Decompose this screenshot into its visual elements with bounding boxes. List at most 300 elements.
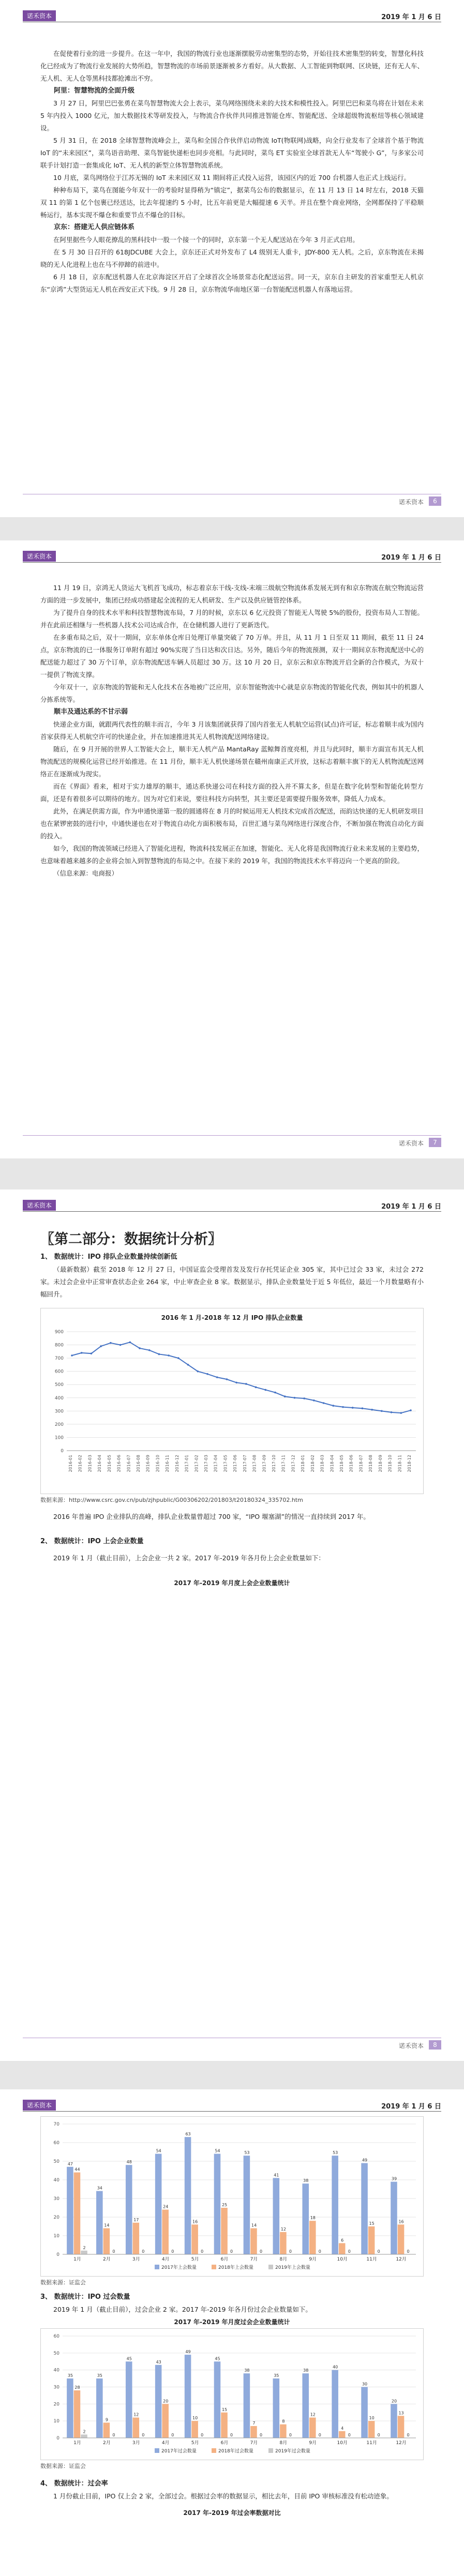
x-tick-label: 10月 (337, 2257, 348, 2262)
section-heading: 顺丰及通达系的不甘示弱 (54, 708, 128, 716)
data-label: 0 (259, 2249, 263, 2254)
data-point (71, 1354, 73, 1357)
data-label: 49 (362, 2158, 368, 2163)
bar (391, 2404, 397, 2438)
bar (126, 2165, 132, 2254)
paragraph: 如今，我国的物流领域已经进入了智能化进程，物流科技发展正在加速，智能化、无人化将是我国物流行业未来发展的主要趋势，也意味着越来越多的企业将会加入到智慧物流的布局之中。在接下来的 2019 年，我国的物流技术水平将迈向一个更高的阶段。 (40, 845, 424, 865)
paragraph: 5 月 31 日，在 2018 全球智慧物流峰会上，菜鸟和全国合作伙伴启动物流 IoT(物联网)战略，向全行业发布了全球首个基于物流 IoT 的“未来园区”，菜鸟语音助理、菜鸟智能快递柜也同步亮相。与此同时，菜鸟 ET 实验室全球首款无人车“驾驶小 G”，与多家公司联手计划打造一套集成化 IoT、无人机的新型立体智慧物流系统。 (40, 137, 424, 169)
data-point (323, 1402, 325, 1404)
x-tick-label: 2017-10 (272, 1455, 276, 1472)
legend-swatch (155, 2448, 159, 2453)
section-heading: 1、 数据统计：IPO 排队企业数量持续创新低 (40, 1253, 177, 1261)
bar (96, 2378, 103, 2438)
paragraph: 随后，在 9 月开展的世界人工智能大会上，顺丰无人机产品 MantaRay 蓝鲸舞首度亮相，并且与此同时，顺丰方面宣布其无人机物流配送的规模化运营已经开始推进。在 11 月份，顺丰无人机快递场景在赣州南康正式开放，这标志着顺丰旗下的无人机物流配送网络正在逐渐成为现实。 (40, 745, 424, 778)
bar (185, 2137, 191, 2254)
paragraph: 11 月 19 日，京鸿无人货运大飞机首飞成功，标志着京东干线-支线-末端三级航空物流体系发展无到有和京东物流在航空物流运营方面的进一步发展中，集团已经成功搭建起全流程的无人机研发、生产以及供应链管控体系。 (40, 584, 424, 604)
x-tick-label: 2月 (103, 2441, 111, 2446)
bar (244, 2373, 250, 2438)
data-label: 54 (215, 2148, 220, 2153)
data-label: 15 (369, 2221, 375, 2226)
bar (133, 2418, 140, 2438)
data-point (342, 1406, 344, 1408)
data-label: 10 (369, 2416, 375, 2421)
data-label: 2 (83, 2429, 86, 2434)
data-label: 45 (215, 2356, 220, 2361)
bar (103, 2228, 110, 2254)
data-point (255, 1387, 257, 1389)
legend-swatch (212, 2448, 216, 2453)
x-tick-label: 2018-12 (407, 1455, 412, 1472)
data-point (177, 1357, 179, 1359)
legend-swatch (212, 2265, 216, 2269)
bar (339, 2243, 346, 2254)
bar (74, 2390, 81, 2438)
data-point (91, 1352, 93, 1354)
bar (361, 2387, 368, 2438)
bar (214, 2361, 221, 2438)
legend-label: 2019年过会数量 (275, 2449, 310, 2454)
page-footer (23, 1135, 441, 1148)
bar (368, 2421, 375, 2438)
data-label: 38 (244, 2368, 250, 2373)
paragraph: 而在《界面》看来，相对于实力雄厚的顺丰，通达系快递公司在科技方面的投入并不算太多，但是在数字化转型和智能化转型方面，还是有着很多可以期待的地方。因为对它们来说，要往科技方向转型，其主要还是需要提升服务效率，降低人力成本。 (40, 782, 424, 803)
x-tick-label: 2017-07 (242, 1455, 247, 1472)
legend-swatch (268, 2265, 273, 2269)
bar (81, 2434, 87, 2438)
page-footer (23, 494, 441, 507)
data-point (81, 1352, 83, 1354)
page-header (23, 2099, 441, 2112)
x-tick-label: 2016-02 (78, 1455, 83, 1472)
page-4-content (40, 2116, 424, 2519)
bar (162, 2404, 169, 2438)
bar (133, 2223, 140, 2254)
legend-label: 2019年上会数量 (275, 2265, 310, 2270)
bar (280, 2232, 287, 2254)
data-label: 12 (310, 2412, 316, 2417)
y-tick-label: 50 (53, 2159, 59, 2164)
data-label: 18 (310, 2216, 316, 2221)
data-label: 0 (171, 2249, 174, 2254)
y-tick-label: 700 (54, 1356, 64, 1362)
header-date: 2019 年 1 月 6 日 (381, 13, 441, 21)
data-label: 0 (407, 2249, 410, 2254)
x-tick-label: 2016-04 (97, 1455, 102, 1472)
y-tick-label: 300 (54, 1409, 64, 1414)
data-point (391, 1411, 393, 1413)
y-tick-label: 600 (54, 1369, 64, 1375)
data-label: 25 (221, 2203, 228, 2207)
x-tick-label: 9月 (309, 2257, 317, 2262)
x-tick-label: 8月 (279, 2441, 288, 2446)
chart-source: 数据来源：http://www.csrc.gov.cn/pub/zjhpublic/G00306202/201803/t20180324_335702.htm (40, 1497, 303, 1503)
brand-tag: 诺禾资本 (23, 1200, 56, 1211)
y-tick-label: 0 (56, 2436, 59, 2441)
x-tick-label: 7月 (250, 2441, 258, 2446)
data-label: 53 (333, 2150, 338, 2156)
paragraph: 今年双十一，京东物流的智能和无人化技术在各地被广泛应用，京东智能物流中心就是京东物流的智能化代表，例如其中的机器人分拣系统等。 (40, 683, 424, 703)
chart-source: 数据来源：证监会 (40, 2463, 86, 2469)
bar (273, 2378, 280, 2438)
data-label: 0 (318, 2249, 321, 2254)
bar (250, 2228, 257, 2254)
data-label: 0 (142, 2433, 145, 2437)
bar (332, 2156, 338, 2254)
bar (81, 2251, 87, 2254)
x-tick-label: 5月 (191, 2257, 199, 2262)
section-heading: 4、 数据统计：过会率 (40, 2480, 108, 2488)
data-label: 30 (362, 2382, 368, 2387)
bar (309, 2418, 316, 2438)
data-label: 35 (274, 2373, 279, 2378)
bar (96, 2191, 103, 2254)
x-tick-label: 1月 (73, 2441, 81, 2446)
data-point (294, 1397, 296, 1399)
data-label: 0 (259, 2433, 263, 2437)
data-label: 14 (104, 2223, 110, 2228)
bar-chart (41, 2117, 423, 2272)
paragraph: 快递企业方面，就跟两代表性的顺丰而言，今年 3 月该集团就获得了国内首张无人机航空运营(试点)许可证，标志着顺丰成为国内首家获得无人机航空许可的快递企业，并在加速推进其无人机物流配送网络建设。 (40, 720, 424, 741)
data-point (197, 1370, 199, 1373)
data-point (332, 1405, 334, 1407)
section-heading: 2、 数据统计：IPO 上会企业数量 (40, 1538, 144, 1545)
data-label: 49 (185, 2349, 191, 2355)
bar (103, 2422, 110, 2438)
ipo-meetings-chart (40, 2116, 424, 2277)
bar-chart (41, 2329, 423, 2456)
data-label: 39 (391, 2176, 397, 2181)
bar (162, 2210, 169, 2254)
data-label: 17 (133, 2217, 139, 2222)
bar (191, 2224, 198, 2254)
header-date: 2019 年 1 月 6 日 (381, 1203, 441, 1211)
brand-tag: 诺禾资本 (23, 2100, 56, 2111)
header-date: 2019 年 1 月 6 日 (381, 2103, 441, 2111)
chart-title: 2017 年-2019 年月度过会企业数量统计 (174, 2318, 290, 2326)
data-label: 38 (303, 2178, 309, 2183)
bar (250, 2426, 257, 2438)
y-tick-label: 50 (53, 2351, 59, 2356)
chart-title: 2017 年-2019 年过会率数据对比 (183, 2509, 281, 2517)
data-label: 15 (221, 2407, 228, 2412)
y-tick-label: 30 (53, 2385, 59, 2390)
legend-swatch (155, 2265, 159, 2269)
ipo-approvals-chart (40, 2328, 424, 2460)
paragraph: 6 月 18 日，京东配送机器人在北京海淀区开启了全球首次全场景常态化配送运营。同一天，京东自主研发的首家重型无人机京东“京鸿”大型货运无人机在西安正式下线。9 月 28 日，京东物流华南地区第一台智能配送机器人有落地运营。 (40, 273, 424, 293)
paragraph: 在促使着行业的进一步提升。在这一年中，我国的物流行业也逐渐摆脱劳动密集型的态势，开始往技术密集型的转变，智慧化科技化已经成为了物流行业发展的大势所趋，智慧物流的市场前景逐渐被多方看好。从大数据、人工智能到物联网、区块链，还有无人车、无人机、无人仓等黑科技都抢滩出不穷。 (40, 50, 424, 82)
x-tick-label: 2017-03 (204, 1455, 208, 1472)
data-point (264, 1389, 266, 1391)
bar (391, 2182, 397, 2254)
x-tick-label: 2018-07 (358, 1455, 364, 1472)
ipo-queue-chart (40, 1308, 424, 1494)
page-number: 6 (429, 496, 441, 506)
x-tick-label: 2018-10 (387, 1455, 393, 1472)
x-tick-label: 2018-02 (310, 1455, 315, 1472)
data-label: 41 (274, 2173, 279, 2178)
bar (368, 2226, 375, 2254)
bar (302, 2183, 309, 2254)
x-tick-label: 2018-11 (397, 1455, 402, 1472)
data-label: 40 (333, 2364, 338, 2370)
x-tick-label: 2018-04 (330, 1455, 335, 1472)
bar (67, 2167, 73, 2254)
footer-brand: 诺禾资本 (398, 1140, 424, 1147)
data-label: 24 (163, 2204, 169, 2209)
x-tick-label: 8月 (279, 2257, 288, 2262)
data-label: 35 (97, 2373, 102, 2378)
page-header (23, 550, 441, 563)
data-point (110, 1342, 112, 1344)
x-tick-label: 2018-08 (368, 1455, 373, 1472)
x-tick-label: 6月 (220, 2257, 229, 2262)
x-tick-label: 4月 (161, 2257, 170, 2262)
data-label: 0 (201, 2433, 204, 2437)
data-label: 8 (282, 2419, 285, 2424)
y-tick-label: 500 (54, 1382, 64, 1388)
bar (398, 2416, 405, 2438)
y-tick-label: 900 (54, 1330, 64, 1335)
data-point (362, 1407, 364, 1409)
x-tick-label: 2018-01 (301, 1455, 306, 1472)
x-tick-label: 6月 (220, 2441, 229, 2446)
data-label: 0 (348, 2433, 351, 2437)
x-tick-label: 2017-05 (223, 1455, 228, 1472)
data-point (168, 1354, 170, 1357)
bar (67, 2378, 73, 2438)
page-footer (23, 2038, 441, 2051)
x-tick-label: 2018-03 (320, 1455, 325, 1472)
data-label: 16 (398, 2219, 404, 2224)
paragraph: 在 5 月 30 日召开的 618JDCUBE 大会上，京东还正式对外发布了 L4 级别无人重卡，JDY-800 无人机。之后，京东物流在未揭晓的无人化进程上也在马不停蹄的前进中。 (40, 248, 424, 268)
y-tick-label: 0 (56, 2252, 59, 2257)
data-point (352, 1407, 354, 1409)
data-point (235, 1382, 237, 1384)
data-label: 43 (156, 2359, 161, 2364)
chart-title: 2017 年-2019 年月度上会企业数量统计 (174, 1579, 290, 1587)
brand-tag: 诺禾资本 (23, 551, 56, 562)
bar (244, 2156, 250, 2254)
legend-label: 2017年过会数量 (161, 2449, 197, 2454)
bar (221, 2413, 228, 2438)
x-tick-label: 12月 (396, 2441, 407, 2446)
data-label: 0 (318, 2433, 321, 2437)
x-tick-label: 2016-10 (155, 1455, 160, 1472)
line-chart (41, 1324, 423, 1489)
data-label: 38 (303, 2368, 309, 2373)
brand-tag: 诺禾资本 (23, 10, 56, 21)
paragraph: 在多重布局之后，双十一期间，京东单体仓库日处理订单量突破了 70 万单。并且，从 11 月 1 日至双 11 期间，截至 11 日 24 点，京东物流的已一体服务订单附有超过 90%实现了当日达和次日达。另外，随后今年的物流预测，双十一期间京东物流配送中心的配送能力超过了 30 万个订单，京东物流配送车辆人员超过 30 万。这 10 月 20 日，京东云和京东物流开启全新的合作模式，为双十一提供了物流支撑。 (40, 634, 424, 679)
bar (332, 2370, 338, 2438)
data-label: 54 (156, 2148, 161, 2153)
page-1 (0, 0, 464, 517)
source-note: （信息来源：电商报） (53, 869, 118, 877)
data-point (381, 1410, 383, 1412)
x-tick-label: 2017-11 (281, 1455, 286, 1472)
x-tick-label: 10月 (337, 2441, 348, 2446)
data-label: 14 (251, 2223, 257, 2228)
legend-label: 2017年上会数量 (161, 2265, 197, 2270)
bar (74, 2173, 81, 2254)
bar (214, 2154, 221, 2254)
data-label: 0 (289, 2433, 292, 2437)
data-label: 13 (398, 2411, 404, 2416)
data-label: 0 (142, 2249, 145, 2254)
data-label: 53 (244, 2150, 250, 2156)
data-point (410, 1409, 412, 1411)
data-label: 0 (230, 2249, 233, 2254)
page-3-content (40, 1233, 424, 1589)
page-header (23, 1199, 441, 1212)
data-point (100, 1345, 102, 1347)
x-tick-label: 3月 (132, 2441, 140, 2446)
paragraph: 此外，在满足供需方面，作为申通快递第一股的圆通将在 8 月的时候运用无人机技术完成首次配送，而韵达快递的无人机研发项目也在紧锣密鼓的进行中，中通快递也在对于物流自动化方面积极布局，百世汇通与菜鸟网络进行深度合作，不断加强在物流自动化方面的投入。 (40, 807, 424, 840)
bar (273, 2178, 280, 2254)
data-point (187, 1364, 189, 1366)
data-label: 0 (377, 2433, 380, 2437)
data-label: 0 (171, 2433, 174, 2437)
part-title: 〖第二部分：数据统计分析〗 (40, 1231, 222, 1247)
x-tick-label: 2016-07 (126, 1455, 131, 1472)
paragraph: 种种布局下，菜鸟在图能今年双十一的考验时显得稍为“镇定”，据菜鸟公布的数据显示，在 11 月 13 日 14 时左右，2018 天猫双 11 的第 1 亿个包裹已经送达，比去年提速约 5 小时，比五年前更是大幅提速 6 天半。并且在整个商业网络，全网都保持了平稳顺畅运行，基本实现不爆仓和重要节点不爆仓的目标。 (40, 186, 424, 219)
bar (398, 2224, 405, 2254)
data-label: 0 (289, 2249, 292, 2254)
x-tick-label: 11月 (366, 2257, 377, 2262)
y-tick-label: 70 (53, 2122, 59, 2127)
data-point (216, 1376, 218, 1378)
chart-source: 数据来源：证监会 (40, 2279, 86, 2286)
chart-title: 2016 年 1 月-2018 年 12 月 IPO 排队企业数量 (161, 1314, 303, 1321)
y-tick-label: 30 (53, 2196, 59, 2202)
data-point (313, 1399, 315, 1402)
paragraph: 2016 年普遍 IPO 企业排队的高峰，排队企业数量曾超过 700 家，“IPO 堰塞湖”的情况一直持续到 2017 年。 (53, 1513, 370, 1520)
bar (302, 2373, 309, 2438)
data-label: 28 (74, 2385, 80, 2390)
series-line (72, 1342, 411, 1413)
y-tick-label: 400 (54, 1395, 64, 1401)
x-tick-label: 2017-01 (184, 1455, 189, 1472)
x-tick-label: 5月 (191, 2441, 199, 2446)
paragraph: 2019 年 1 月（截止目前），上会企业一共 2 家。2017 年-2019 年各月份上会企业数量如下： (53, 1554, 325, 1562)
y-tick-label: 0 (61, 1449, 64, 1454)
y-tick-label: 20 (53, 2402, 59, 2407)
x-tick-label: 2016-09 (145, 1455, 151, 1472)
x-tick-label: 2016-01 (68, 1455, 73, 1472)
data-label: 63 (185, 2132, 191, 2137)
x-tick-label: 2017-02 (194, 1455, 199, 1472)
bar (126, 2361, 132, 2438)
data-label: 6 (341, 2238, 344, 2243)
data-point (303, 1397, 305, 1399)
page-4 (0, 2089, 464, 2576)
page-3 (0, 1189, 464, 2061)
page-2-content (40, 582, 424, 880)
data-point (245, 1383, 247, 1385)
bar (155, 2154, 162, 2254)
data-label: 20 (163, 2399, 169, 2404)
x-tick-label: 2017-06 (233, 1455, 238, 1472)
footer-brand: 诺禾资本 (398, 2042, 424, 2050)
x-tick-label: 12月 (396, 2257, 407, 2262)
data-point (139, 1347, 141, 1349)
data-label: 0 (407, 2433, 410, 2437)
y-tick-label: 40 (53, 2368, 59, 2373)
y-tick-label: 20 (53, 2215, 59, 2220)
data-label: 0 (348, 2249, 351, 2254)
x-tick-label: 2月 (103, 2257, 111, 2262)
x-tick-label: 2018-09 (378, 1455, 383, 1472)
x-tick-label: 2016-12 (174, 1455, 179, 1472)
bar (191, 2421, 198, 2438)
x-tick-label: 2017-04 (213, 1455, 218, 1472)
x-tick-label: 7月 (250, 2257, 258, 2262)
y-tick-label: 60 (53, 2141, 59, 2146)
section-heading: 京东：搭建无人供应链体系 (54, 223, 135, 231)
page-2 (0, 540, 464, 1158)
data-label: 0 (230, 2433, 233, 2437)
data-label: 0 (377, 2249, 380, 2254)
bar (361, 2163, 368, 2254)
data-label: 35 (67, 2373, 73, 2378)
data-label: 7 (252, 2421, 256, 2426)
data-point (148, 1349, 151, 1351)
paragraph: （最新数据）截至 2018 年 12 月 27 日，中国证监会受理首发及发行存托凭证企业 305 家，其中已过会 33 家，未过会 272 家。未过会企业中正常审查状态企业 264 家，中止审查企业 8 家。数据显示，排队企业数量处于近 5 年低位，最近一个月数量略有小幅回升。 (40, 1266, 424, 1298)
section-heading: 阿里：智慧物流的全面升级 (54, 87, 135, 95)
data-label: 0 (201, 2249, 204, 2254)
data-point (206, 1373, 208, 1375)
y-tick-label: 60 (53, 2334, 59, 2339)
paragraph: 10 月底，菜鸟网络位于江苏无锡的 IoT 未来园区双 11 期间将正式投入运营，该园区内的近 700 台机器人也正式上线运行。 (53, 174, 410, 182)
x-tick-label: 3月 (132, 2257, 140, 2262)
bar (155, 2365, 162, 2438)
data-label: 47 (67, 2161, 73, 2166)
x-tick-label: 2016-11 (165, 1455, 170, 1472)
page-number: 8 (429, 2040, 441, 2050)
paragraph: 为了提升自身的技术水平和科技智慧物流布局，7 月的时候，京东以 6 亿元投资了智能无人驾驶 5%的股份，投资布局人工智能。并在此前还相继与一些机器人技术公司达成合作，在仓储机器人进行了更新迭代。 (40, 609, 424, 629)
data-point (284, 1395, 286, 1397)
footer-brand: 诺禾资本 (398, 499, 424, 506)
section-heading: 3、 数据统计：IPO 过会数量 (40, 2293, 130, 2301)
bar (309, 2221, 316, 2254)
x-tick-label: 2016-05 (107, 1455, 112, 1472)
data-label: 12 (133, 2412, 139, 2417)
data-point (129, 1342, 131, 1344)
data-label: 34 (97, 2186, 102, 2191)
data-label: 2 (83, 2245, 86, 2250)
data-point (400, 1412, 402, 1414)
bar (221, 2208, 228, 2254)
x-tick-label: 2018-06 (349, 1455, 354, 1472)
data-label: 10 (192, 2416, 198, 2421)
paragraph: 2019 年 1 月（截止目前），过会企业 2 家。2017 年-2019 年各月份过会企业数量如下。 (53, 2306, 312, 2313)
y-tick-label: 10 (53, 2419, 59, 2424)
data-label: 48 (126, 2160, 132, 2165)
x-tick-label: 2017-08 (252, 1455, 257, 1472)
data-label: 20 (391, 2399, 397, 2404)
data-label: 45 (126, 2356, 132, 2361)
bar (339, 2431, 346, 2438)
data-point (119, 1344, 122, 1346)
page-number: 7 (429, 1138, 441, 1147)
page-1-content (40, 48, 424, 296)
legend-label: 2018年上会数量 (218, 2265, 253, 2270)
data-label: 4 (341, 2426, 344, 2431)
data-point (371, 1409, 373, 1411)
page-header (23, 9, 441, 22)
x-tick-label: 2017-12 (291, 1455, 296, 1472)
data-label: 44 (74, 2167, 80, 2172)
x-tick-label: 2018-05 (339, 1455, 344, 1472)
